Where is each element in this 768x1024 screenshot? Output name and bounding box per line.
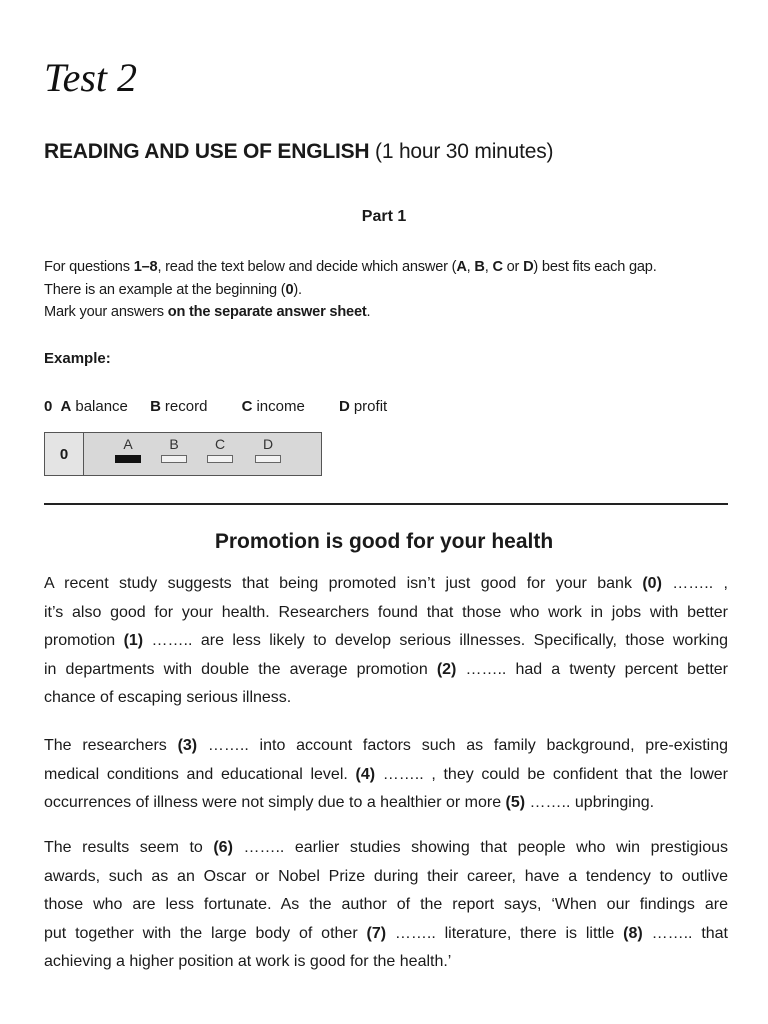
example-label: Example: <box>44 350 111 367</box>
instruction-text: There is an example at the beginning ( <box>44 281 286 298</box>
bubble-mark-selected <box>115 455 141 463</box>
test-title: Test 2 <box>44 55 138 100</box>
paragraph-line <box>44 627 728 656</box>
text: put together with the large body of other <box>44 924 367 942</box>
instruction-bold: on the separate answer sheet <box>167 304 367 320</box>
gap-number: (0) <box>642 575 662 592</box>
paragraph-3 <box>44 834 728 977</box>
gap-number: (7) <box>366 924 387 942</box>
answer-bubble-d <box>253 435 283 463</box>
bubble-mark <box>161 455 187 463</box>
text: …….. had a twenty percent better <box>456 660 728 678</box>
bubble-mark <box>207 455 233 463</box>
paragraph-line: those who are less fortunate. As the author of the report says, ‘When our findings are <box>44 896 728 914</box>
text: in departments with double the average promotion <box>44 660 437 678</box>
instruction-bold: D <box>523 259 534 275</box>
gap-number: (4) <box>355 765 376 783</box>
instruction-text: For questions <box>44 259 134 275</box>
option-letter: C <box>241 398 253 415</box>
instruction-text: ). <box>293 281 302 298</box>
section-divider <box>44 503 728 505</box>
example-option-a <box>44 396 128 418</box>
gap-number: (2) <box>436 660 457 678</box>
example-option-b <box>150 396 207 418</box>
gap-number: (3) <box>177 737 198 754</box>
text: …….. upbringing. <box>525 794 655 812</box>
text: medical conditions and educational level. <box>44 765 356 783</box>
text: …….. literature, there is little <box>386 924 624 942</box>
example-options <box>44 396 387 418</box>
option-text: record <box>164 398 208 415</box>
paragraph-line <box>44 834 728 863</box>
answer-bubble-c <box>205 435 235 463</box>
paragraph-line <box>44 570 728 599</box>
bubble-letter: B <box>169 436 179 452</box>
instruction-bold: C <box>492 259 503 275</box>
text: The researchers <box>44 737 178 754</box>
instruction-bold: B <box>474 259 485 275</box>
text: occurrences of illness were not simply due to a healthier or more <box>44 794 506 812</box>
text-title: Promotion is good for your health <box>214 530 554 553</box>
option-text: income <box>256 398 305 415</box>
instruction-text: or <box>502 259 524 275</box>
bubble-mark <box>255 455 281 463</box>
instruction-line-3 <box>44 301 744 324</box>
gap-number: (5) <box>505 794 526 812</box>
section-duration: (1 hour 30 minutes) <box>375 140 554 163</box>
instruction-bold: 0 <box>285 281 294 298</box>
instruction-line-1 <box>44 256 744 279</box>
bubble-letter: D <box>262 436 274 452</box>
text: …….. , they could be confident that the lower <box>375 765 729 783</box>
instruction-text: , read the text below and decide which answer ( <box>157 259 457 275</box>
gap-number: (8) <box>623 924 643 942</box>
option-letter: D <box>339 398 350 415</box>
text: …….. that <box>642 924 728 942</box>
instruction-text: , <box>466 259 475 275</box>
option-text: profit <box>353 398 388 415</box>
answer-bubble-b <box>159 435 189 463</box>
paragraph-line <box>44 656 728 685</box>
paragraph-2 <box>44 732 728 818</box>
option-letter: B <box>150 398 161 415</box>
section-title <box>44 138 553 166</box>
paragraph-line <box>44 761 728 790</box>
option-text: balance <box>75 398 128 415</box>
paragraph-line: it’s also good for your health. Researchers found that those who work in jobs with better <box>44 603 728 621</box>
instruction-bold: 1–8 <box>133 259 158 275</box>
text: …….. , <box>661 575 728 592</box>
instruction-text: , <box>484 259 493 275</box>
instructions <box>44 256 744 324</box>
text: …….. into account factors such as family background, pre-existing <box>197 737 728 754</box>
gap-number: (6) <box>213 839 233 856</box>
text: A recent study suggests that being promoted isn’t just good for your bank <box>44 575 643 592</box>
text: The results seem to <box>44 839 214 856</box>
text: …….. are less likely to develop serious illnesses. Specifically, those working <box>143 632 729 650</box>
answer-bubble-a <box>113 435 143 463</box>
paragraph-line: awards, such as an Oscar or Nobel Prize during their career, have a tendency to outlive <box>44 867 728 885</box>
instruction-text: Mark your answers <box>44 304 168 320</box>
bubble-letter: A <box>123 436 133 452</box>
option-letter: A <box>60 398 72 415</box>
instruction-text: . <box>366 304 371 320</box>
paragraph-line: chance of escaping serious illness. <box>44 689 292 707</box>
paragraph-line <box>44 920 728 949</box>
text: …….. earlier studies showing that people who win prestigious <box>232 839 728 856</box>
example-option-d <box>339 396 387 418</box>
example-answer-sheet <box>44 432 322 476</box>
example-number: 0 <box>44 398 53 415</box>
instruction-bold: A <box>456 259 467 275</box>
answer-sheet-number: 0 <box>45 433 84 475</box>
example-option-c <box>242 396 305 418</box>
gap-number: (1) <box>123 632 144 650</box>
instruction-line-2 <box>44 279 744 302</box>
section-name: READING AND USE OF ENGLISH <box>44 140 370 163</box>
paragraph-line: achieving a higher position at work is good for the health.’ <box>44 953 452 971</box>
part-label: Part 1 <box>361 208 407 225</box>
paragraph-1 <box>44 570 728 713</box>
bubble-letter: C <box>214 436 226 452</box>
text: promotion <box>44 632 124 650</box>
paragraph-line <box>44 732 728 761</box>
paragraph-line <box>44 789 728 818</box>
instruction-text: ) best fits each gap. <box>533 259 657 275</box>
